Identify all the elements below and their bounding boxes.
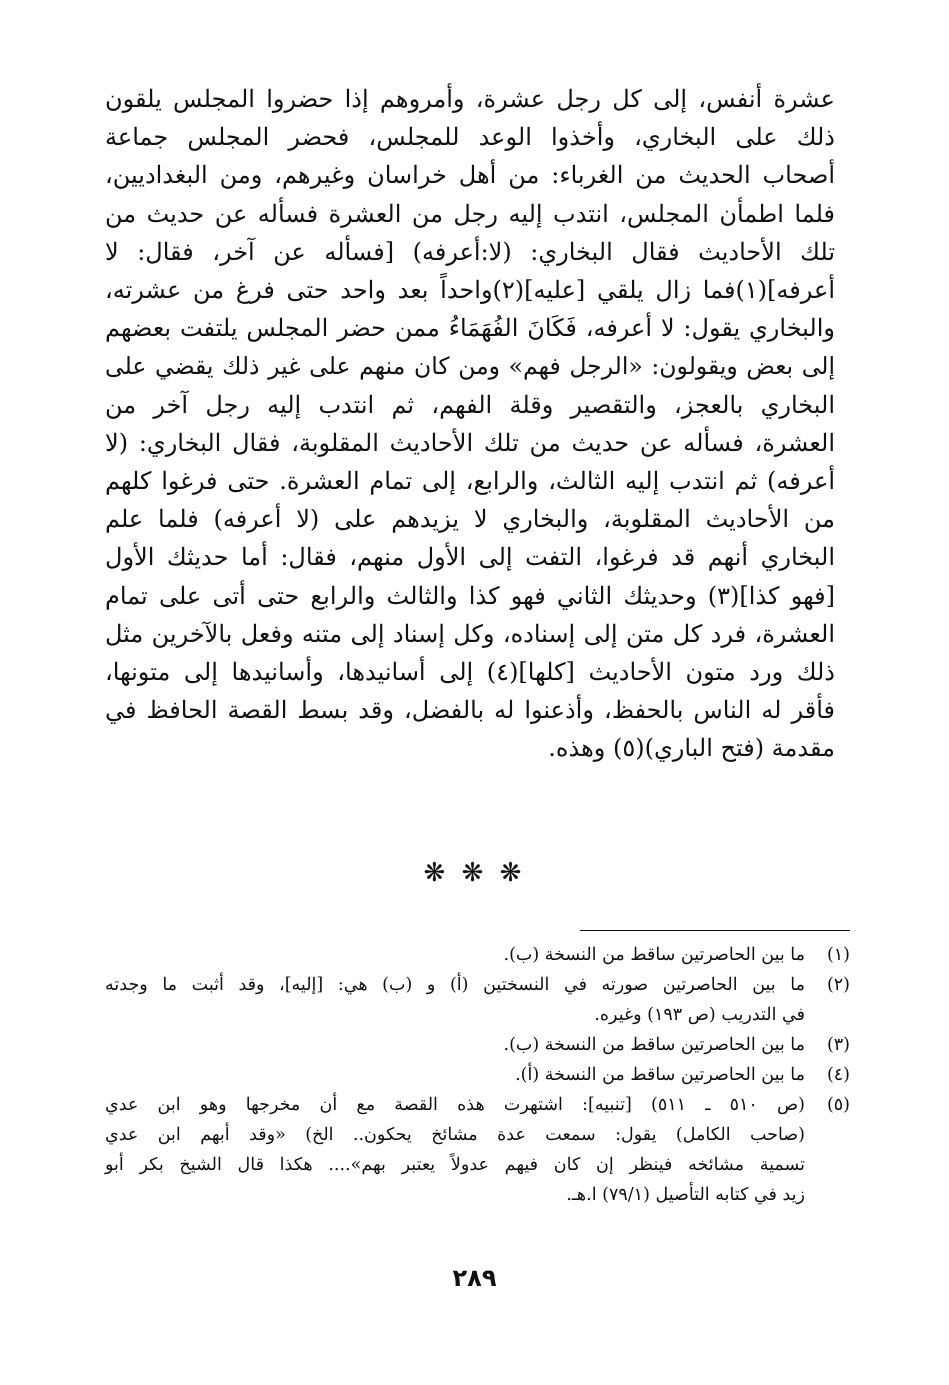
main-text-line: [فهو كذا](٣) وحديثك الثاني فهو كذا والثالث والرابع حتى أتى على تمام: [105, 581, 836, 610]
footnote-line: ما بين الحاصرتين ساقط من النسخة (ب).: [503, 1035, 805, 1055]
footnote-text: [105, 1090, 805, 1210]
main-text-line: أعرفه](١)فما زال يلقي [عليه](٢)واحداً بعد واحد حتى فرغ من عشرته،: [105, 276, 835, 305]
main-text-line: إلى بعض ويقولون: «الرجل فهم» ومن كان منهم على غير ذلك يقضي على: [105, 352, 835, 381]
main-text-line: العشرة، فسأله عن حديث من تلك الأحاديث المقلوبة، فقال البخاري: (لا: [105, 428, 835, 457]
page-number: ٢٨٩: [452, 1264, 497, 1292]
footnote-number: (٤): [826, 1065, 850, 1085]
footnote-text: [105, 1060, 805, 1090]
main-text-line: والبخاري يقول: لا أعرفه، فَكَانَ الفُهَمَاءُ ممن حضر المجلس يلتفت بعضهم: [105, 314, 835, 343]
main-text-line: أعرفه) ثم انتدب إليه الثالث، والرابع، إلى تمام العشرة. حتى فرغوا كلهم: [105, 467, 835, 496]
footnotes: [105, 940, 850, 1210]
main-text-line: فلما اطمأن المجلس، انتدب إليه رجل من العشرة فسأله عن حديث من: [105, 199, 835, 228]
main-text-line: عشرة أنفس، إلى كل رجل عشرة، وأمروهم إذا حضروا المجلس يلقون: [105, 85, 835, 113]
footnote: [105, 940, 850, 970]
main-text-line: البخاري بالعجز، والتقصير وقلة الفهم، ثم انتدب إليه رجل آخر من: [105, 390, 835, 419]
footnote-number: (٥): [826, 1095, 850, 1115]
main-text-line: البخاري أنهم قد فرغوا، التفت إلى الأول منهم، فقال: أما حديثك الأول: [105, 543, 835, 572]
footnote-line: (صاحب الكامل) يقول: سمعت عدة مشائخ يحكون.. الخ) «وقد أبهم ابن عدي: [105, 1125, 805, 1145]
footnote-line: تسمية مشائخه فينظر إن كان فيهم عدولاً يعتبر بهم».... هكذا قال الشيخ بكر أبو: [105, 1155, 805, 1175]
footnote-number: (١): [826, 945, 850, 965]
footnote-line: ما بين الحاصرتين ساقط من النسخة (ب).: [503, 945, 805, 965]
footnote-text: [105, 1030, 805, 1060]
main-text-line: فأقر له الناس بالحفظ، وأذعنوا له بالفضل، وقد بسط القصة الحافظ في: [105, 696, 835, 725]
footnote: [105, 1060, 850, 1090]
main-text-line: مقدمة (فتح الباري)(٥) وهذه.: [548, 734, 835, 763]
section-ornament: ❋ ❋ ❋: [423, 858, 526, 888]
footnote-text: [105, 940, 805, 970]
main-text-line: ذلك على البخاري، وأخذوا الوعد للمجلس، فحضر المجلس جماعة: [105, 123, 835, 152]
footnote-number: (٣): [826, 1035, 850, 1055]
footnote-line: (ص ٥١٠ ـ ٥١١) [تنبيه]: اشتهرت هذه القصة مع أن مخرجها وهو ابن عدي: [105, 1095, 805, 1115]
footnote-separator: [580, 930, 850, 931]
footnote-line: زيد في كتابه التأصيل (٧٩/١) ا.هـ.: [566, 1185, 805, 1205]
footnote-line: ما بين الحاصرتين ساقط من النسخة (أ).: [515, 1065, 805, 1085]
main-text-line: من الأحاديث المقلوبة، والبخاري لا يزيدهم على (لا أعرفه) فلما علم: [105, 505, 835, 534]
footnote: [105, 970, 850, 1030]
main-text: [105, 80, 835, 768]
footnote: [105, 1030, 850, 1060]
footnote-number: (٢): [826, 975, 850, 995]
main-text-line: أصحاب الحديث من الغرباء: من أهل خراسان وغيرهم، ومن البغداديين،: [105, 161, 835, 190]
main-text-line: تلك الأحاديث فقال البخاري: (لا:أعرفه) [فسأله عن آخر، فقال: لا: [105, 237, 835, 266]
main-text-line: العشرة، فرد كل متن إلى إسناده، وكل إسناد إلى متنه وفعل بالآخرين مثل: [105, 619, 835, 648]
footnote-line: في التدريب (ص ١٩٣) وغيره.: [594, 1005, 805, 1025]
footnote-line: ما بين الحاصرتين صورته في النسختين (أ) و (ب) هي: [إليه]، وقد أثبت ما وجدته: [105, 975, 805, 995]
footnote-text: [105, 970, 805, 1030]
main-text-line: ذلك ورد متون الأحاديث [كلها](٤) إلى أسانيدها، وأسانيدها إلى متونها،: [105, 658, 835, 687]
footnote: [105, 1090, 850, 1210]
